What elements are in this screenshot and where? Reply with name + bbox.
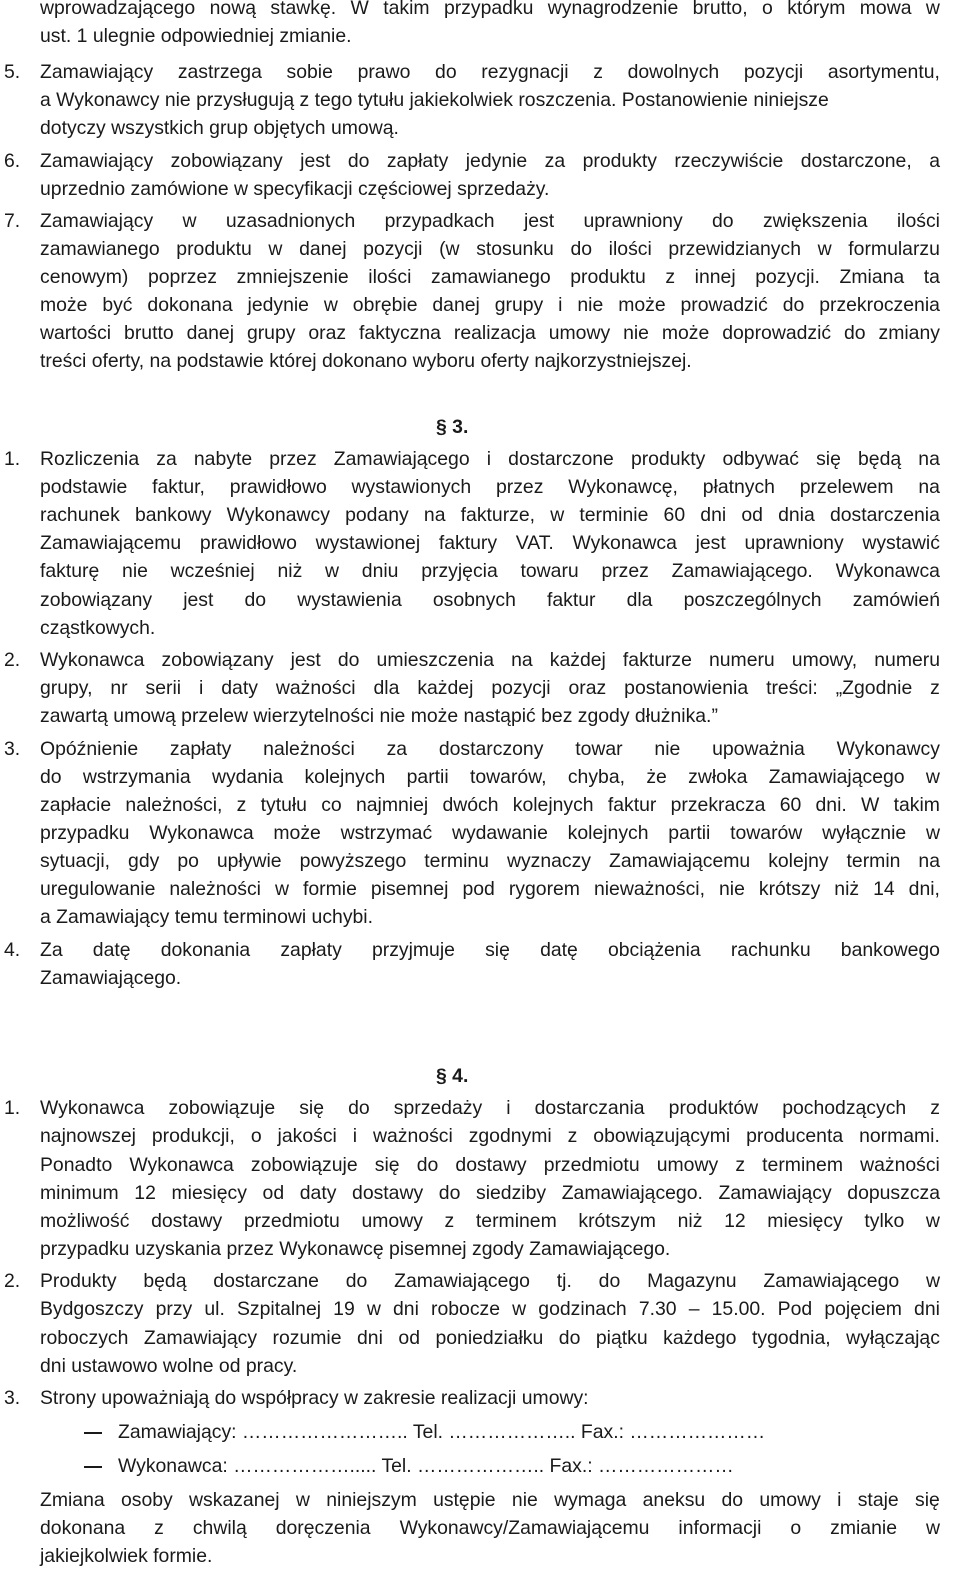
paragraph-line: możliwość dostawy przedmiotu umowy z terminem krótszym niż 12 miesięcy tylko w [40,1210,940,1232]
paragraph-line: dokonana z chwilą doręczenia Wykonawcy/Zamawiającemu informacji o zmianie w [40,1517,940,1539]
paragraph-line: może być dokonana jedynie w obrębie danej grupy i nie może prowadzić do przekroczenia [40,294,940,316]
paragraph-line: treści oferty, na podstawie której dokonano wyboru oferty najkorzystniejszej. [40,350,692,372]
paragraph-line: podstawie faktur, prawidłowo wystawionych przez Wykonawcę, płatnych przelewem na [40,476,940,498]
paragraph-line: zapłacie należności, z tytułu co najmniej dwóch kolejnych faktur przekracza 60 dni. W takim [40,794,940,816]
paragraph-line: Zmiana osoby wskazanej w niniejszym ustępie nie wymaga aneksu do umowy i staje się [40,1489,940,1511]
paragraph-line: Zamawiającemu prawidłowo wystawionej faktury VAT. Wykonawca jest uprawniony wystawić [40,532,940,554]
paragraph-line: Bydgoszczy przy ul. Szpitalnej 19 w dni robocze w godzinach 7.30 – 15.00. Pod pojęciem dni [40,1298,940,1320]
paragraph-line: Wykonawca zobowiązuje się do sprzedaży i dostarczania produktów pochodzących z [40,1097,940,1119]
paragraph-line: zobowiązany jest do wystawienia osobnych faktur dla poszczególnych zamówień [40,589,940,611]
contact-line: Zamawiający: …………………….. Tel. ……………….. Fax.: ………………… [118,1421,766,1443]
paragraph-line: uprzednio zamówione w specyfikacji częściowej sprzedaży. [40,178,550,200]
paragraph-line: Produkty będą dostarczane do Zamawiającego tj. do Magazynu Zamawiającego w [40,1270,940,1292]
paragraph-line: zawartą umową przelew wierzytelności nie może nastąpić bez zgody dłużnika.” [40,705,718,727]
paragraph-line: uregulowanie należności w formie pisemnej pod rygorem nieważności, nie krótszy niż 14 dni, [40,878,940,900]
paragraph-line: Za datę dokonania zapłaty przyjmuje się datę obciążenia rachunku bankowego [40,939,940,961]
item-number: 5. [4,61,21,83]
paragraph-line: Zamawiającego. [40,967,182,989]
paragraph-line: sytuacji, gdy po upływie powyższego terminu wyznaczy Zamawiającemu kolejny termin na [40,850,940,872]
paragraph-line: zamawianego produktu w danej pozycji (w stosunku do ilości przewidzianych w formularzu [40,238,940,260]
paragraph-line: ust. 1 ulegnie odpowiedniej zmianie. [40,25,352,47]
paragraph-line: najnowszej produkcji, o jakości i ważności zgodnymi z obowiązującymi producenta normami. [40,1125,940,1147]
paragraph-line: Zamawiający zastrzega sobie prawo do rezygnacji z dowolnych pozycji asortymentu, [40,61,940,83]
paragraph-line: a Wykonawcy nie przysługują z tego tytułu jakiekolwiek roszczenia. Postanowienie niniejsze [40,89,829,111]
section-heading: § 4. [436,1065,469,1087]
item-number: 2. [4,649,21,671]
list-dash [84,1466,102,1468]
item-number: 1. [4,1097,21,1119]
paragraph-line: dni ustawowo wolne od pracy. [40,1355,298,1377]
item-number: 2. [4,1270,21,1292]
paragraph-line: Zamawiający zobowiązany jest do zapłaty jedynie za produkty rzeczywiście dostarczone, a [40,150,940,172]
paragraph-line: wartości brutto danej grupy oraz faktyczna realizacja umowy nie może doprowadzić do zmiany [40,322,940,344]
paragraph-line: Wykonawca zobowiązany jest do umieszczenia na każdej fakturze numeru umowy, numeru [40,649,940,671]
section-heading: § 3. [436,416,469,438]
item-number: 1. [4,448,21,470]
paragraph-line: cenowym) poprzez zmniejszenie ilości zamawianego produktu z innej pozycji. Zmiana ta [40,266,940,288]
paragraph-line: Ponadto Wykonawca zobowiązuje się do dostawy przedmiotu umowy z terminem ważności [40,1154,940,1176]
paragraph-line: Zamawiający w uzasadnionych przypadkach jest uprawniony do zwiększenia ilości [40,210,940,232]
contact-line: Wykonawca: ………………..... Tel. ……………….. Fax.: ………………… [118,1455,734,1477]
list-dash [84,1432,102,1434]
paragraph-line: przypadku Wykonawca może wstrzymać wydawanie kolejnych partii towarów wyłącznie w [40,822,940,844]
paragraph-line: grupy, nr serii i daty ważności dla każdej pozycji oraz postanowienia treści: „Zgodnie z [40,677,940,699]
paragraph-line: roboczych Zamawiający rozumie dni od poniedziałku do piątku każdego tygodnia, wyłączając [40,1327,940,1349]
paragraph-line: dotyczy wszystkich grup objętych umową. [40,117,399,139]
paragraph-line: Rozliczenia za nabyte przez Zamawiającego i dostarczone produkty odbywać się będą na [40,448,940,470]
item-number: 6. [4,150,21,172]
paragraph-line: cząstkowych. [40,617,156,639]
paragraph-line: jakiejkolwiek formie. [40,1545,213,1567]
paragraph-line: rachunek bankowy Wykonawcy podany na fakturze, w terminie 60 dni od dnia dostarczenia [40,504,940,526]
paragraph-line: do wstrzymania wydania kolejnych partii towarów, chyba, że zwłoka Zamawiającego w [40,766,940,788]
item-number: 4. [4,939,21,961]
paragraph-line: wprowadzającego nową stawkę. W takim przypadku wynagrodzenie brutto, o którym mowa w [40,0,940,19]
item-number: 7. [4,210,21,232]
paragraph-line: a Zamawiający temu terminowi uchybi. [40,906,373,928]
paragraph-line: Opóźnienie zapłaty należności za dostarczony towar nie upoważnia Wykonawcy [40,738,940,760]
paragraph-line: minimum 12 miesięcy od daty dostawy do siedziby Zamawiającego. Zamawiający dopuszcza [40,1182,940,1204]
item-number: 3. [4,738,21,760]
paragraph-line: fakturę nie wcześniej niż w dniu przyjęcia towaru przez Zamawiającego. Wykonawca [40,560,940,582]
paragraph-line: przypadku uzyskania przez Wykonawcę pisemnej zgody Zamawiającego. [40,1238,671,1260]
item-number: 3. [4,1387,21,1409]
paragraph-line: Strony upoważniają do współpracy w zakresie realizacji umowy: [40,1387,589,1409]
